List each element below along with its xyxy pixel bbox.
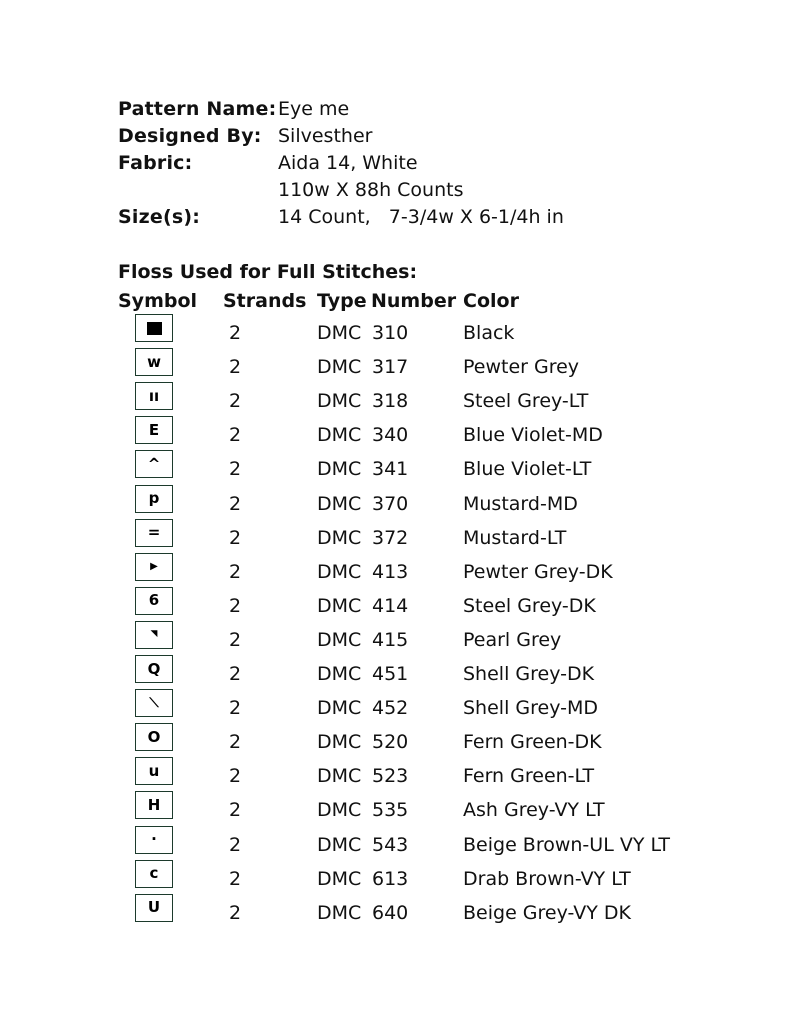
symbol-cell xyxy=(135,519,173,547)
floss-type: DMC xyxy=(317,799,362,822)
symbol-glyph: c xyxy=(149,864,159,883)
designed-by-value: Silvesther xyxy=(278,125,373,147)
floss-strands: 2 xyxy=(229,526,242,549)
floss-type: DMC xyxy=(317,424,362,447)
floss-row xyxy=(0,519,800,553)
symbol-glyph: = xyxy=(147,523,161,542)
symbol-glyph: H xyxy=(147,795,161,814)
solid-square-icon xyxy=(135,314,173,342)
floss-number: 543 xyxy=(372,833,409,856)
designed-by-label: Designed By: xyxy=(118,125,262,147)
fabric-value: Aida 14, White xyxy=(278,152,418,174)
corner-dot-icon xyxy=(135,621,173,649)
symbol-cell xyxy=(135,860,173,888)
floss-type: DMC xyxy=(317,356,362,379)
floss-strands: 2 xyxy=(229,424,242,447)
symbol-cell xyxy=(135,757,173,785)
floss-strands: 2 xyxy=(229,663,242,685)
floss-row xyxy=(0,450,800,484)
col-header-number: Number xyxy=(371,290,457,312)
floss-number: 414 xyxy=(372,594,409,617)
floss-type: DMC xyxy=(317,833,362,856)
floss-strands: 2 xyxy=(229,458,242,481)
floss-color: Pewter Grey xyxy=(463,356,580,379)
symbol-glyph: w xyxy=(147,352,161,371)
floss-row xyxy=(0,382,800,416)
col-header-strands: Strands xyxy=(223,290,307,312)
floss-color: Black xyxy=(463,322,515,344)
floss-strands: 2 xyxy=(229,594,242,617)
floss-number: 372 xyxy=(372,526,409,549)
floss-number: 341 xyxy=(372,458,409,481)
floss-number: 613 xyxy=(372,867,409,890)
symbol-cell xyxy=(135,587,173,615)
floss-row xyxy=(0,621,800,655)
floss-number: 310 xyxy=(372,322,409,344)
floss-color: Shell Grey-DK xyxy=(463,663,595,685)
size-label: Size(s): xyxy=(118,206,201,228)
col-header-type: Type xyxy=(317,290,367,312)
col-header-symbol: Symbol xyxy=(118,290,198,312)
fabric-label: Fabric: xyxy=(118,152,193,174)
floss-color: Pearl Grey xyxy=(463,628,562,651)
symbol-cell xyxy=(135,348,173,376)
symbol-cell xyxy=(135,894,173,922)
floss-number: 415 xyxy=(372,628,409,651)
floss-strands: 2 xyxy=(229,697,242,720)
floss-color: Beige Grey-VY DK xyxy=(463,901,631,924)
floss-row xyxy=(0,860,800,894)
symbol-glyph: U xyxy=(147,898,161,917)
symbol-glyph: Q xyxy=(147,659,161,678)
symbol-glyph: E xyxy=(148,420,160,439)
floss-strands: 2 xyxy=(229,492,242,515)
floss-row xyxy=(0,757,800,791)
symbol-glyph: ⟍ xyxy=(149,695,159,711)
floss-row xyxy=(0,689,800,723)
symbol-cell xyxy=(135,450,173,478)
floss-number: 370 xyxy=(372,492,409,515)
floss-strands: 2 xyxy=(229,390,242,413)
floss-color: Drab Brown-VY LT xyxy=(463,867,631,890)
floss-color: Fern Green-LT xyxy=(463,765,595,788)
floss-strands: 2 xyxy=(229,731,242,754)
floss-color: Blue Violet-LT xyxy=(463,458,592,481)
floss-row xyxy=(0,587,800,621)
size-value: 14 Count, 7-3/4w X 6-1/4h in xyxy=(278,206,564,228)
double-slash-icon xyxy=(135,689,173,717)
floss-type: DMC xyxy=(317,492,362,515)
floss-row xyxy=(0,348,800,382)
floss-type: DMC xyxy=(317,526,362,549)
floss-row xyxy=(0,723,800,757)
floss-color: Mustard-LT xyxy=(463,526,567,549)
symbol-cell xyxy=(135,723,173,751)
floss-type: DMC xyxy=(317,458,362,481)
floss-type: DMC xyxy=(317,322,362,344)
floss-number: 520 xyxy=(372,731,409,754)
floss-type: DMC xyxy=(317,901,362,924)
symbol-glyph: O xyxy=(147,727,161,746)
floss-color: Blue Violet-MD xyxy=(463,424,603,447)
col-header-color: Color xyxy=(463,290,519,312)
fabric-count-value: 110w X 88h Counts xyxy=(278,179,464,201)
symbol-glyph: ▶ xyxy=(150,560,158,572)
boxed-triangle-icon xyxy=(135,553,173,581)
floss-number: 640 xyxy=(372,901,409,924)
floss-strands: 2 xyxy=(229,628,242,651)
symbol-glyph: ^ xyxy=(147,454,161,473)
symbol-cell xyxy=(135,826,173,854)
floss-type: DMC xyxy=(317,594,362,617)
floss-row xyxy=(0,894,800,928)
floss-color: Pewter Grey-DK xyxy=(463,560,613,583)
symbol-glyph: · xyxy=(151,830,157,848)
floss-color: Beige Brown-UL VY LT xyxy=(463,833,671,856)
symbol-glyph: ıı xyxy=(148,386,160,405)
symbol-cell xyxy=(135,791,173,819)
floss-strands: 2 xyxy=(229,799,242,822)
floss-number: 318 xyxy=(372,390,409,413)
floss-type: DMC xyxy=(317,765,362,788)
floss-row xyxy=(0,553,800,587)
floss-row xyxy=(0,485,800,519)
floss-number: 413 xyxy=(372,560,409,583)
floss-row xyxy=(0,416,800,450)
floss-color: Shell Grey-MD xyxy=(463,697,598,720)
floss-color: Fern Green-DK xyxy=(463,731,602,754)
floss-strands: 2 xyxy=(229,833,242,856)
symbol-cell xyxy=(135,382,173,410)
floss-row xyxy=(0,314,800,348)
floss-type: DMC xyxy=(317,390,362,413)
floss-type: DMC xyxy=(317,731,362,754)
floss-section-title: Floss Used for Full Stitches: xyxy=(118,261,418,283)
floss-type: DMC xyxy=(317,663,362,685)
floss-number: 317 xyxy=(372,356,409,379)
floss-strands: 2 xyxy=(229,901,242,924)
floss-type: DMC xyxy=(317,560,362,583)
floss-row xyxy=(0,655,800,689)
symbol-glyph: ◥ xyxy=(150,629,158,640)
symbol-glyph: p xyxy=(148,489,160,507)
floss-type: DMC xyxy=(317,697,362,720)
floss-row xyxy=(0,791,800,825)
floss-color: Steel Grey-DK xyxy=(463,594,596,617)
floss-number: 535 xyxy=(372,799,409,822)
floss-strands: 2 xyxy=(229,867,242,890)
pattern-name-value: Eye me xyxy=(278,98,350,120)
floss-color: Steel Grey-LT xyxy=(463,390,589,413)
floss-type: DMC xyxy=(317,628,362,651)
symbol-glyph: 6 xyxy=(148,591,160,610)
floss-strands: 2 xyxy=(229,560,242,583)
floss-type: DMC xyxy=(317,867,362,890)
floss-number: 523 xyxy=(372,765,409,788)
symbol-cell xyxy=(135,416,173,444)
floss-color: Mustard-MD xyxy=(463,492,578,515)
floss-number: 340 xyxy=(372,424,409,447)
symbol-glyph: u xyxy=(148,761,160,780)
floss-strands: 2 xyxy=(229,322,242,344)
floss-color: Ash Grey-VY LT xyxy=(463,799,605,822)
floss-number: 452 xyxy=(372,697,409,720)
solid-square-icon-fill xyxy=(147,322,162,335)
symbol-cell xyxy=(135,655,173,683)
floss-strands: 2 xyxy=(229,356,242,379)
symbol-cell xyxy=(135,485,173,513)
pattern-name-label: Pattern Name: xyxy=(118,98,277,120)
floss-number: 451 xyxy=(372,663,409,685)
floss-strands: 2 xyxy=(229,765,242,788)
floss-row xyxy=(0,826,800,860)
